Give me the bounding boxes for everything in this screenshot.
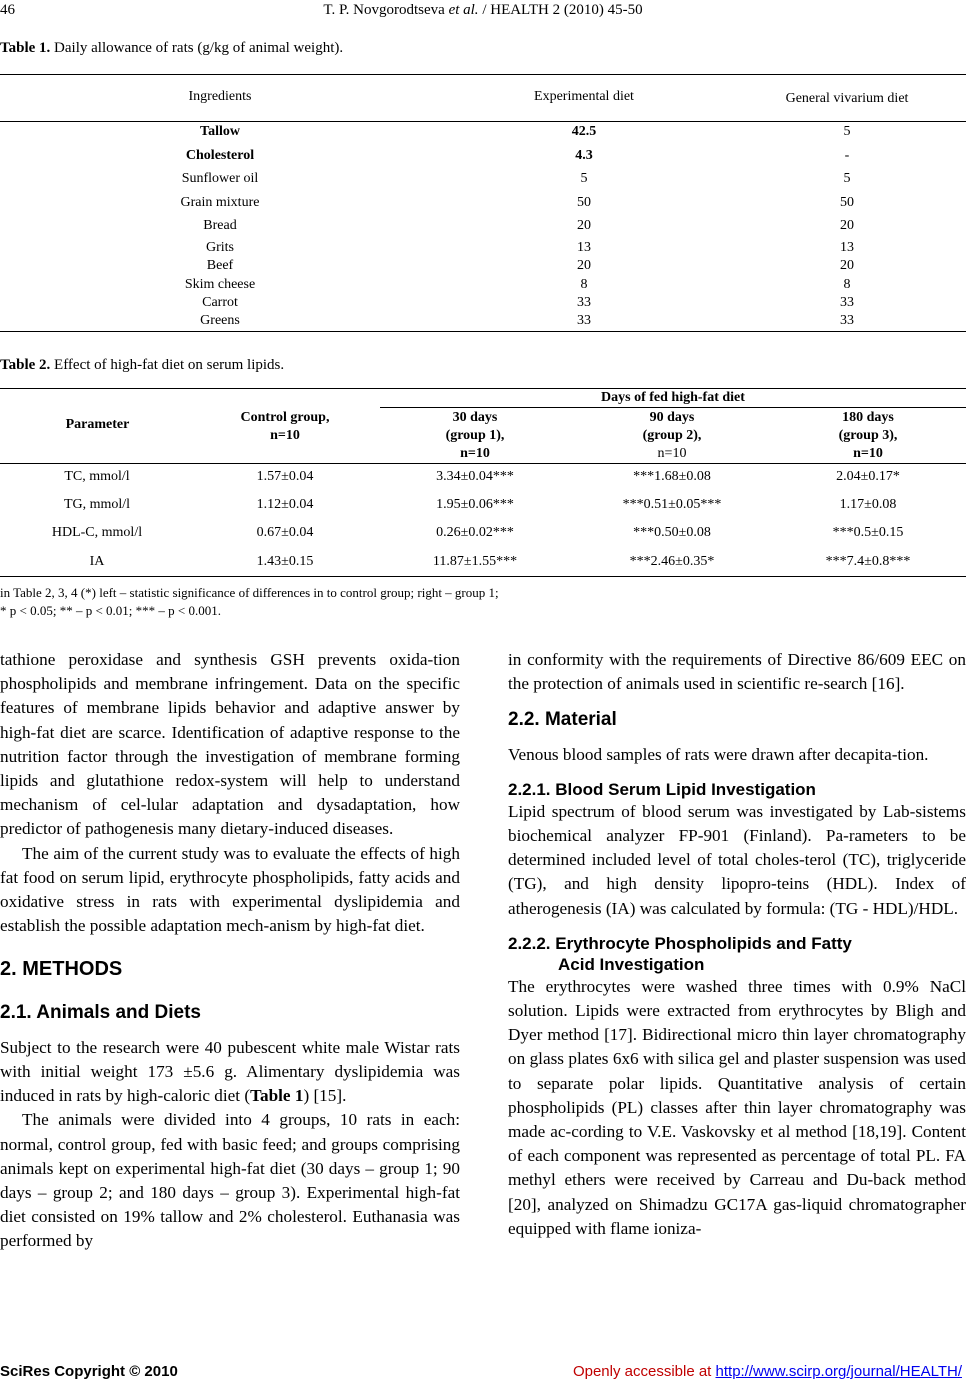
table1-reference: Table 1 (250, 1086, 304, 1106)
table1-cell-r3-c1: 50 (577, 195, 591, 210)
table1-header-ingredients: Ingredients (188, 89, 252, 104)
table1-cell-r7-c2: 8 (843, 277, 851, 292)
table2-caption-text: Effect of high-fat diet on serum lipids. (50, 357, 285, 373)
table2-header-control-line1: Control group, (240, 410, 330, 425)
table1-cell-r2-c1: 5 (580, 171, 588, 186)
subsubsection-heading-serum: 2.2.1. Blood Serum Lipid Investigation (508, 779, 816, 799)
table2-cell-r2-c4: ***0.5±0.15 (832, 525, 904, 540)
table1-cell-r5-c1: 13 (577, 240, 591, 255)
page-number: 46 (0, 2, 15, 18)
table2-header-group3 (768, 409, 966, 463)
subsection-heading-animals: 2.1. Animals and Diets (0, 1001, 201, 1023)
table1-cell-r0-c2: 5 (843, 124, 851, 139)
table2-cell-r3-c1: 1.43±0.15 (256, 554, 314, 569)
table2-cell-r0-c0: TC, mmol/l (64, 469, 130, 484)
table2-cell-r3-c4: ***7.4±0.8*** (825, 554, 911, 569)
table1-cell-r9-c1: 33 (577, 313, 591, 328)
table1-cell-r4-c2: 20 (840, 218, 854, 233)
table2-cell-r1-c0: TG, mmol/l (63, 497, 131, 512)
table1-cell-r1-c0: Cholesterol (185, 148, 255, 163)
table1-top-rule (0, 74, 966, 75)
footer-open-access (573, 1363, 962, 1380)
left-paragraph-4: The animals were divided into 4 groups, 10 rats in each: normal, control group, fed with basic feed; and groups comprising animals kept on experimental high-fat diet (30 days – group 1; 90 days – group 2; and 180 days – group 3). Experimental high-fat diet consisted on 19% tallow and 2% cholesterol. Euthanasia was performed by (0, 1110, 460, 1251)
right-paragraph-1: in conformity with the requirements of Directive 86/609 EEC on the protection of animals used in scientific re-search [16]. (508, 650, 966, 694)
running-head-journal: / HEALTH 2 (2010) 45-50 (482, 2, 643, 18)
footer-copyright: SciRes Copyright © 2010 (0, 1363, 178, 1380)
table1-cell-r8-c2: 33 (840, 295, 854, 310)
table2-header-group3-line1: 180 days (842, 410, 894, 425)
table1-caption-text: Daily allowance of rats (g/kg of animal weight). (50, 40, 344, 56)
table1-cell-r0-c0: Tallow (200, 124, 240, 139)
table1-cell-r2-c0: Sunflower oil (181, 171, 259, 186)
running-head (0, 2, 966, 19)
table2-header-group2-line1: 90 days (649, 410, 695, 425)
table1-cell-r9-c0: Greens (200, 313, 240, 328)
table1-cell-r3-c0: Grain mixture (180, 195, 260, 210)
table2-bottom-rule (0, 576, 966, 577)
left-column (0, 648, 460, 1254)
table1-cell-r9-c2: 33 (840, 313, 854, 328)
table2-cell-r0-c2: 3.34±0.04*** (436, 469, 514, 484)
table1-cell-r8-c0: Carrot (202, 295, 238, 310)
table1-cell-r6-c0: Beef (206, 258, 234, 273)
table2-cell-r0-c3: ***1.68±0.08 (633, 469, 711, 484)
left-paragraph-3-text-a: Subject to the research were 40 pubescent white male Wistar rats with initial weight 173 ±5.6 g. Alimentary dyslipidemia was induced in rats by high-caloric diet ( (0, 1037, 460, 1106)
table2-top-rule (0, 388, 966, 389)
subsubsection-heading-erythrocyte-line1: 2.2.2. Erythrocyte Phospholipids and Fatty (508, 933, 852, 953)
table2-cell-r3-c3: ***2.46±0.35* (629, 554, 715, 569)
table2-caption (0, 357, 284, 374)
table1-cell-r1-c2: - (844, 148, 850, 163)
table2-cell-r1-c4: 1.17±0.08 (839, 497, 897, 512)
table1-header-experimental: Experimental diet (534, 89, 634, 104)
table2-header-group3-line3: n=10 (853, 446, 883, 461)
table2-cell-r1-c3: ***0.51±0.05*** (622, 497, 722, 512)
table2-note-1: in Table 2, 3, 4 (*) left – statistic significance of differences in to control group; right – group 1; (0, 585, 499, 600)
table2-header-parameter: Parameter (65, 417, 130, 432)
table1-bottom-rule (0, 331, 966, 332)
table1-cell-r1-c1: 4.3 (575, 148, 593, 163)
table1-cell-r5-c2: 13 (840, 240, 854, 255)
left-paragraph-1: tathione peroxidase and synthesis GSH prevents oxida-tion phospholipids and membrane infringement. Data on the specific features of membrane lipids behavior and adaptive answer by high-fat diet are scarce. Identification of adaptive response to the nutrition factor through the investigation of membrane forming lipids and glutathione redox-system will help to understand mechanism of cel-lular adaptation and dysadaptation, how predictor of pathogenesis many dietary-induced diseases. (0, 650, 460, 839)
table2-header-group2 (572, 409, 772, 463)
table1-header-vivarium: General vivarium diet (785, 91, 909, 106)
table1-cell-r4-c1: 20 (577, 218, 591, 233)
footer-journal-link[interactable]: http://www.scirp.org/journal/HEALTH/ (715, 1363, 962, 1380)
subsubsection-heading-erythrocyte (508, 933, 966, 975)
right-paragraph-2: Venous blood samples of rats were drawn after decapita-tion. (508, 744, 929, 764)
left-paragraph-2: The aim of the current study was to evaluate the effects of high fat food on serum lipid, erythrocyte phospholipids, fatty acids and oxidative stress in rats with experimental dyslipidemia and establish the possible adaptation mech-anism by high-fat diet. (0, 843, 460, 936)
footer-open-access-text: Openly accessible at (572, 1363, 716, 1380)
table1-cell-r8-c1: 33 (577, 295, 591, 310)
table2-header-control-line2: n=10 (270, 428, 300, 443)
table2-span-rule (380, 407, 966, 408)
running-head-etal: et al. (448, 2, 479, 18)
running-head-authors: T. P. Novgorodtseva (323, 2, 445, 18)
table2-note-2: * p < 0.05; ** – p < 0.01; *** – p < 0.001. (0, 603, 221, 618)
table2-header-group2-line2: (group 2), (642, 428, 702, 443)
subsection-heading-material: 2.2. Material (508, 709, 617, 731)
table2-cell-r3-c0: IA (89, 554, 105, 569)
table2-header-group1-line2: (group 1), (445, 428, 505, 443)
table1-caption (0, 40, 343, 57)
table2-header-group1-line1: 30 days (452, 410, 498, 425)
table2-cell-r2-c2: 0.26±0.02*** (436, 525, 514, 540)
table2-header-rule (0, 463, 966, 464)
table1-cell-r5-c0: Grits (206, 240, 234, 255)
table1-header-rule (0, 121, 966, 122)
subsubsection-heading-erythrocyte-line2: Acid Investigation (558, 954, 705, 974)
right-column (508, 648, 966, 1241)
section-heading-methods: 2. METHODS (0, 958, 123, 981)
table1-cell-r0-c1: 42.5 (571, 124, 597, 139)
table1-cell-r7-c0: Skim cheese (184, 277, 256, 292)
table2-cell-r3-c2: 11.87±1.55*** (432, 554, 518, 569)
table2-cell-r2-c3: ***0.50±0.08 (633, 525, 711, 540)
table2-header-group1-line3: n=10 (460, 446, 490, 461)
table2-label: Table 2. (0, 357, 51, 373)
left-paragraph-3-text-b: ) [15]. (303, 1086, 347, 1106)
right-paragraph-4: The erythrocytes were washed three times with 0.9% NaCl solution. Lipids were extracted from erythrocytes by Bligh and Dyer method [17]. Bidirectional micro thin layer chromatography on glass plates 6x6 with silica gel and plaster suspension was used to separate polar lipids. Quantitative analysis of certain phospholipids (PL) classes after thin layer chromatography was made ac-cording to V.E. Vaskovsky et al method [18,19]. Content of each component was represented as percentage of total PL. FA methyl ethers were received by Carreau and Du-back method [20], analyzed on Shimadzu GC17A gas-liquid chromatographer equipped with flame ioniza- (508, 976, 966, 1238)
table2-cell-r2-c1: 0.67±0.04 (256, 525, 314, 540)
table1-cell-r4-c0: Bread (203, 218, 237, 233)
table2-cell-r0-c1: 1.57±0.04 (256, 469, 314, 484)
table2-cell-r1-c2: 1.95±0.06*** (436, 497, 514, 512)
table2-header-group1 (375, 409, 575, 463)
table2-header-group2-line3: n=10 (657, 446, 687, 461)
table1-cell-r7-c1: 8 (580, 277, 588, 292)
table1-cell-r6-c1: 20 (577, 258, 591, 273)
table1-cell-r6-c2: 20 (840, 258, 854, 273)
table1-cell-r2-c2: 5 (843, 171, 851, 186)
table2-cell-r2-c0: HDL-C, mmol/l (51, 525, 143, 540)
right-paragraph-3: Lipid spectrum of blood serum was investigated by Lab-sistems biochemical analyzer FP-901 (Finland). Pa-rameters to be determined included level of total choles-terol (TC), triglyceride (TG), and high density lipopro-teins (HDL). Index of atherogenesis (IA) was calculated by formula: (TG - HDL)/HDL. (508, 801, 966, 918)
left-paragraph-3 (0, 1036, 460, 1109)
table1-label: Table 1. (0, 40, 51, 56)
table2-cell-r0-c4: 2.04±0.17* (836, 469, 900, 484)
table2-cell-r1-c1: 1.12±0.04 (256, 497, 314, 512)
table2-header-group3-line2: (group 3), (838, 428, 898, 443)
table2-span-header: Days of fed high-fat diet (601, 390, 745, 405)
table2-header-control (185, 409, 385, 445)
table1-cell-r3-c2: 50 (840, 195, 854, 210)
